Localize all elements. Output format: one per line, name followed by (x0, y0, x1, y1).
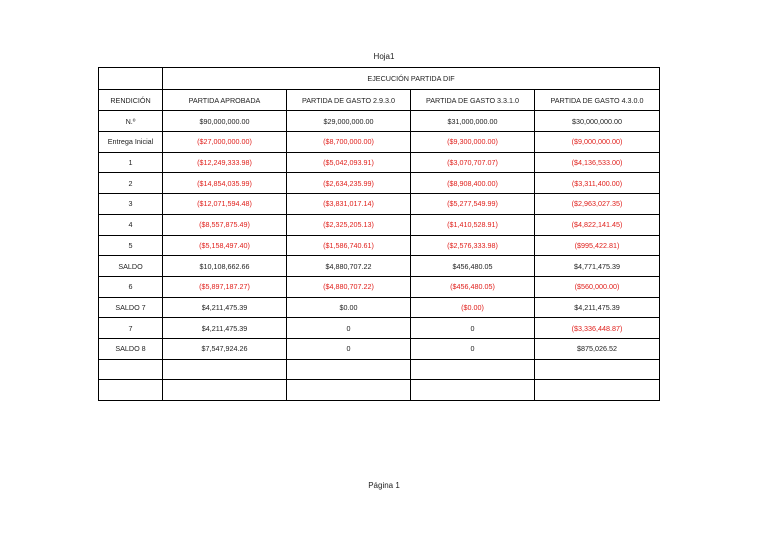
value-cell: ($3,070,707.07) (411, 152, 535, 173)
row-label: Entrega Inicial (99, 132, 163, 153)
table-row (99, 256, 660, 277)
row-label: SALDO (99, 256, 163, 277)
value-cell: ($560,000.00) (535, 276, 660, 297)
value-cell: ($5,277,549.99) (411, 194, 535, 215)
table-row (99, 276, 660, 297)
row-label (99, 380, 163, 401)
value-cell: ($2,325,205.13) (287, 214, 411, 235)
value-cell: $90,000,000.00 (163, 111, 287, 132)
column-header-gasto-2930: PARTIDA DE GASTO 2.9.3.0 (287, 89, 411, 111)
value-cell: 0 (411, 338, 535, 359)
row-label: 2 (99, 173, 163, 194)
value-cell: $31,000,000.00 (411, 111, 535, 132)
value-cell: ($2,634,235.99) (287, 173, 411, 194)
value-cell: ($3,831,017.14) (287, 194, 411, 215)
value-cell: ($3,336,448.87) (535, 318, 660, 339)
row-label: 7 (99, 318, 163, 339)
value-cell: ($9,300,000.00) (411, 132, 535, 153)
value-cell: $875,026.52 (535, 338, 660, 359)
value-cell: 0 (287, 338, 411, 359)
group-header: EJECUCIÓN PARTIDA DIF (163, 68, 660, 90)
value-cell: ($8,557,875.49) (163, 214, 287, 235)
table-row (99, 214, 660, 235)
table-row (99, 359, 660, 380)
value-cell: ($8,700,000.00) (287, 132, 411, 153)
value-cell (535, 359, 660, 380)
row-label: 6 (99, 276, 163, 297)
value-cell (411, 380, 535, 401)
column-header-gasto-3310: PARTIDA DE GASTO 3.3.1.0 (411, 89, 535, 111)
row-label: N.º (99, 111, 163, 132)
value-cell: $10,108,662.66 (163, 256, 287, 277)
value-cell: ($14,854,035.99) (163, 173, 287, 194)
value-cell (287, 380, 411, 401)
value-cell (535, 380, 660, 401)
value-cell: ($4,822,141.45) (535, 214, 660, 235)
value-cell: ($1,410,528.91) (411, 214, 535, 235)
value-cell: ($456,480.05) (411, 276, 535, 297)
value-cell: ($5,042,093.91) (287, 152, 411, 173)
row-label: 5 (99, 235, 163, 256)
value-cell: ($4,880,707.22) (287, 276, 411, 297)
group-header-row (99, 68, 660, 90)
table-body (99, 68, 660, 401)
value-cell (163, 380, 287, 401)
value-cell: ($0.00) (411, 297, 535, 318)
value-cell: 0 (287, 318, 411, 339)
table-row (99, 235, 660, 256)
value-cell (163, 359, 287, 380)
value-cell: ($27,000,000.00) (163, 132, 287, 153)
row-label (99, 359, 163, 380)
value-cell: ($5,158,497.40) (163, 235, 287, 256)
value-cell (287, 359, 411, 380)
column-header-rendicion: RENDICIÓN (99, 89, 163, 111)
page-footer: Página 1 (368, 481, 400, 490)
table-row (99, 173, 660, 194)
column-header-partida-aprobada: PARTIDA APROBADA (163, 89, 287, 111)
value-cell: ($8,908,400.00) (411, 173, 535, 194)
table-row (99, 132, 660, 153)
row-label: SALDO 7 (99, 297, 163, 318)
value-cell: $0.00 (287, 297, 411, 318)
table-row (99, 111, 660, 132)
execution-table (98, 67, 660, 401)
value-cell: $29,000,000.00 (287, 111, 411, 132)
value-cell: ($2,963,027.35) (535, 194, 660, 215)
row-label: 1 (99, 152, 163, 173)
table-row (99, 152, 660, 173)
value-cell: ($3,311,400.00) (535, 173, 660, 194)
table-row (99, 194, 660, 215)
corner-cell (99, 68, 163, 90)
value-cell: $7,547,924.26 (163, 338, 287, 359)
value-cell: ($995,422.81) (535, 235, 660, 256)
value-cell: 0 (411, 318, 535, 339)
value-cell: ($1,586,740.61) (287, 235, 411, 256)
table-row (99, 318, 660, 339)
sheet-title: Hoja1 (373, 52, 395, 61)
value-cell: $456,480.05 (411, 256, 535, 277)
column-header-row (99, 89, 660, 111)
value-cell: ($2,576,333.98) (411, 235, 535, 256)
value-cell: $4,880,707.22 (287, 256, 411, 277)
value-cell: $30,000,000.00 (535, 111, 660, 132)
column-header-gasto-4300: PARTIDA DE GASTO 4.3.0.0 (535, 89, 660, 111)
table-row (99, 380, 660, 401)
value-cell: ($12,071,594.48) (163, 194, 287, 215)
value-cell (411, 359, 535, 380)
value-cell: ($5,897,187.27) (163, 276, 287, 297)
row-label: 3 (99, 194, 163, 215)
value-cell: ($12,249,333.98) (163, 152, 287, 173)
value-cell: ($9,000,000.00) (535, 132, 660, 153)
row-label: 4 (99, 214, 163, 235)
row-label: SALDO 8 (99, 338, 163, 359)
table-row (99, 338, 660, 359)
value-cell: $4,771,475.39 (535, 256, 660, 277)
value-cell: $4,211,475.39 (163, 318, 287, 339)
value-cell: ($4,136,533.00) (535, 152, 660, 173)
value-cell: $4,211,475.39 (535, 297, 660, 318)
table-row (99, 297, 660, 318)
value-cell: $4,211,475.39 (163, 297, 287, 318)
